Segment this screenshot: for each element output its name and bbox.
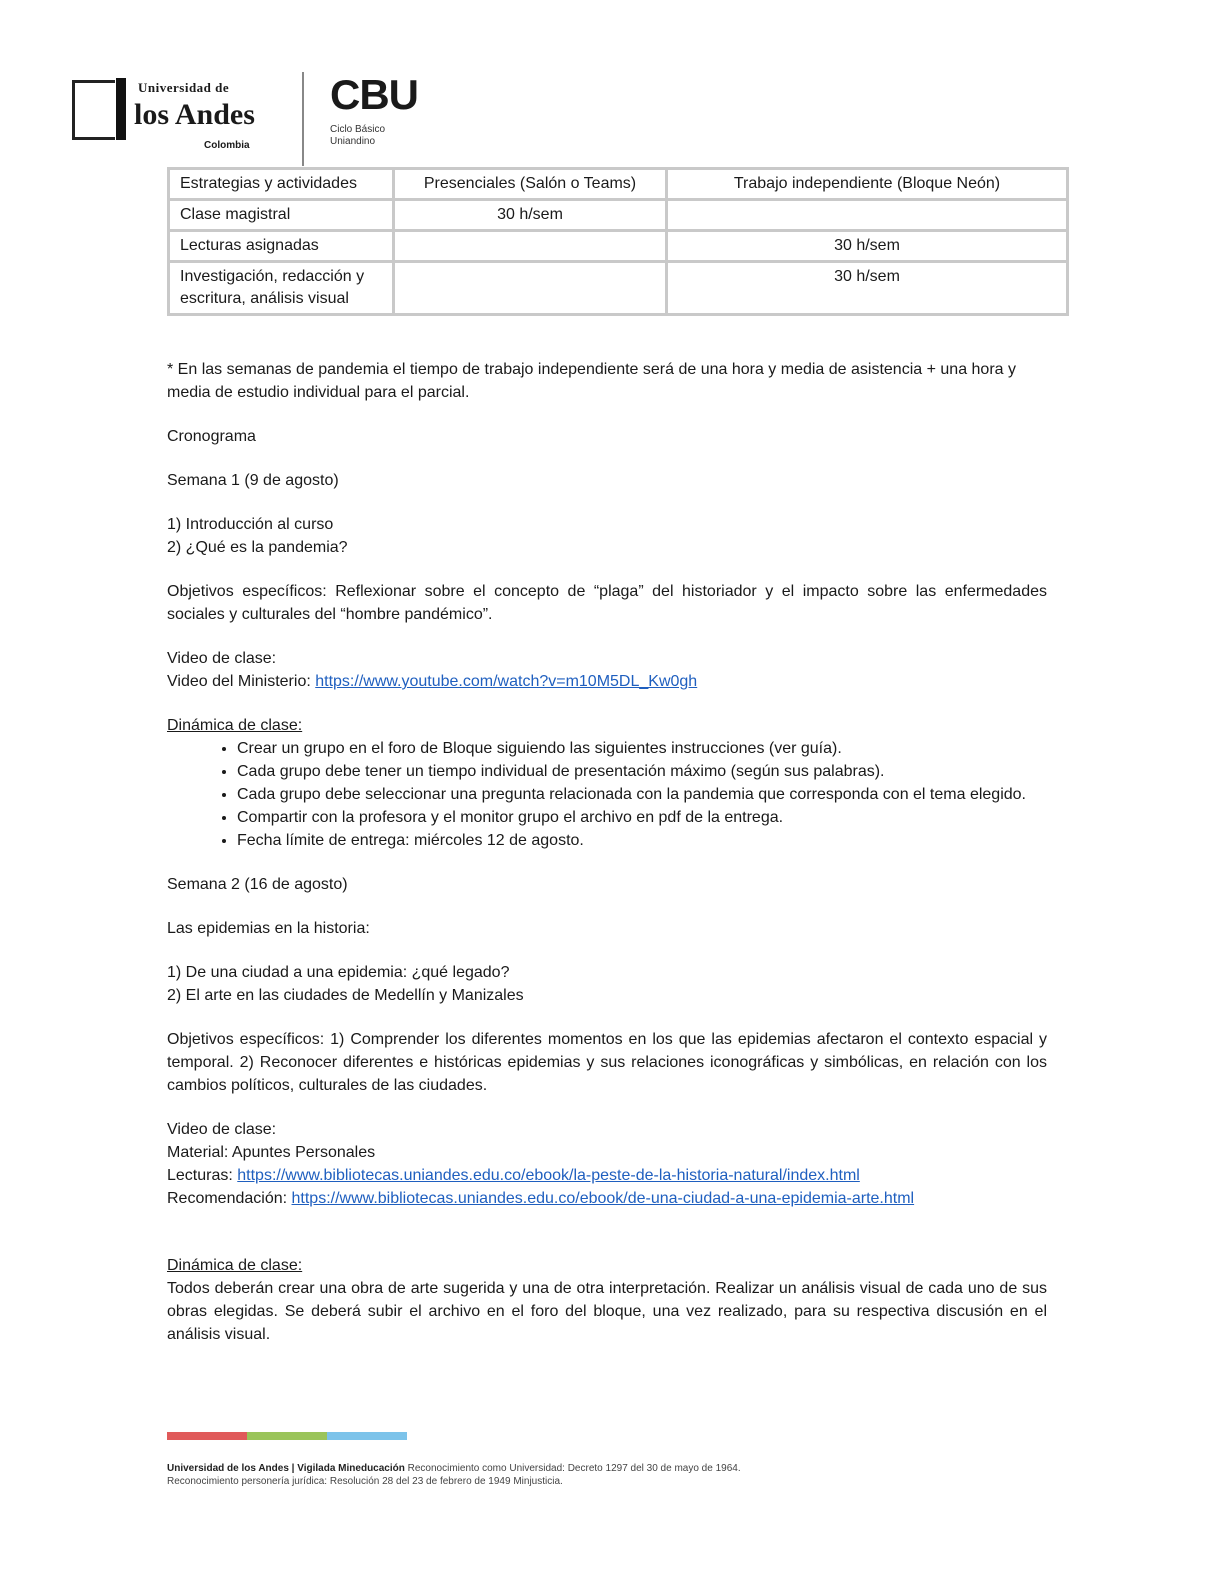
cbu-logo-sub bbox=[330, 124, 440, 148]
week2-dynamics: Todos deberán crear una obra de arte sugerida y una de otra interpretación. Realizar un análisis visual de cada uno de sus obras elegidas. Se deberá subir el archivo en el foro del bloque, una vez realizado, para su respectiva discusión en el análisis visual. bbox=[167, 1280, 1047, 1343]
week2-video-line3 bbox=[167, 1187, 1047, 1210]
list-item: • Fecha límite de entrega: miércoles 12 de agosto. bbox=[237, 829, 1047, 852]
footer-line2: Reconocimiento personería jurídica: Resolución 28 del 23 de febrero de 1949 Minjusticia. bbox=[167, 1476, 563, 1487]
week1-video-link[interactable]: https://www.youtube.com/watch?v=m10M5DL_Kw0gh bbox=[315, 673, 698, 690]
table-cell: 30 h/sem bbox=[667, 262, 1068, 315]
week2-video-line1: Material: Apuntes Personales bbox=[167, 1144, 376, 1161]
table-header-cell: Estrategias y actividades bbox=[169, 169, 394, 200]
week2-item: 2) El arte en las ciudades de Medellín y Manizales bbox=[167, 987, 524, 1004]
list-item: • Cada grupo debe tener un tiempo individual de presentación máximo (según sus palabras). bbox=[237, 760, 1047, 783]
logo-university-line2: los Andes bbox=[134, 98, 255, 131]
week2-video-prefix3: Recomendación: bbox=[167, 1190, 292, 1207]
logo-university-sub: Colombia bbox=[204, 140, 250, 151]
list-item: • Cada grupo debe seleccionar una pregunta relacionada con la pandemia que corresponda con el tema elegido. bbox=[237, 783, 1047, 806]
week2-video-link3[interactable]: https://www.bibliotecas.uniandes.edu.co/ebook/de-una-ciudad-a-una-epidemia-arte.html bbox=[291, 1190, 915, 1207]
week1-dynamics-title: Dinámica de clase: bbox=[167, 717, 303, 734]
list-item: • Crear un grupo en el foro de Bloque siguiendo las siguientes instrucciones (ver guía). bbox=[237, 737, 1047, 760]
table-cell bbox=[394, 231, 667, 262]
week1-bullet-list bbox=[167, 737, 1047, 852]
header-divider bbox=[302, 72, 304, 166]
table-row bbox=[169, 262, 1068, 315]
week2-dynamics-title: Dinámica de clase: bbox=[167, 1257, 303, 1274]
table-row bbox=[169, 231, 1068, 262]
table-cell: 30 h/sem bbox=[394, 200, 667, 231]
table-header-row bbox=[169, 169, 1068, 200]
color-bar-red bbox=[167, 1432, 247, 1440]
table-header-cell: Trabajo independiente (Bloque Neón) bbox=[667, 169, 1068, 200]
cronograma-heading: Cronograma bbox=[167, 428, 256, 445]
table-cell bbox=[667, 200, 1068, 231]
week2-video-link2[interactable]: https://www.bibliotecas.uniandes.edu.co/ebook/la-peste-de-la-historia-natural/index.html bbox=[237, 1167, 860, 1184]
cbu-logo-text: CBU bbox=[330, 71, 418, 118]
table-cell: 30 h/sem bbox=[667, 231, 1068, 262]
logo-bar-shape bbox=[116, 78, 126, 140]
week2-video-prefix2: Lecturas: bbox=[167, 1167, 238, 1184]
week1-video-label: Video de clase: bbox=[167, 650, 277, 667]
color-bar-green bbox=[247, 1432, 327, 1440]
footer-text bbox=[167, 1462, 987, 1488]
cbu-sub-line2: Uniandino bbox=[330, 136, 376, 147]
week1-video-line bbox=[167, 670, 1047, 693]
week2-video-label: Video de clase: bbox=[167, 1121, 277, 1138]
table-cell: Lecturas asignadas bbox=[169, 231, 394, 262]
footer-line1: Reconocimiento como Universidad: Decreto 1297 del 30 de mayo de 1964. bbox=[404, 1463, 741, 1474]
footer-color-bar bbox=[167, 1432, 407, 1440]
week1-item: 2) ¿Qué es la pandemia? bbox=[167, 539, 348, 556]
week2-intro: Las epidemias en la historia: bbox=[167, 920, 370, 937]
table-cell: Clase magistral bbox=[169, 200, 394, 231]
university-logo bbox=[72, 76, 272, 154]
footer-bold: Universidad de los Andes | Vigilada Mineducación bbox=[167, 1463, 405, 1474]
week2-video-line2 bbox=[167, 1164, 1047, 1187]
table-note: * En las semanas de pandemia el tiempo de trabajo independiente será de una hora y media de asistencia + una hora y media de estudio individual para el parcial. bbox=[167, 361, 1016, 401]
table-cell: Investigación, redacción y escritura, análisis visual bbox=[169, 262, 394, 315]
logo-bracket-shape bbox=[72, 80, 115, 140]
week1-video-prefix: Video del Ministerio: bbox=[167, 673, 316, 690]
table-cell bbox=[394, 262, 667, 315]
color-bar-blue bbox=[327, 1432, 407, 1440]
cbu-sub-line1: Ciclo Básico bbox=[330, 124, 386, 135]
table-row bbox=[169, 200, 1068, 231]
week2-objective: Objetivos específicos: 1) Comprender los diferentes momentos en los que las epidemias afectaron el contexto espacial y temporal. 2) Reconocer diferentes e históricas epidemias y sus relaciones iconográficas y simbólicas, en relación con los cambios políticos, culturales de las ciudades. bbox=[167, 1031, 1047, 1094]
activities-table bbox=[167, 167, 1069, 316]
list-item: • Compartir con la profesora y el monitor grupo el archivo en pdf de la entrega. bbox=[237, 806, 1047, 829]
week1-title: Semana 1 (9 de agosto) bbox=[167, 472, 339, 489]
cbu-logo bbox=[330, 71, 440, 158]
week2-item: 1) De una ciudad a una epidemia: ¿qué legado? bbox=[167, 964, 510, 981]
week2-title: Semana 2 (16 de agosto) bbox=[167, 876, 348, 893]
week1-objective: Objetivos específicos: Reflexionar sobre el concepto de “plaga” del historiador y el impacto sobre las enfermedades sociales y culturales del “hombre pandémico”. bbox=[167, 583, 1047, 623]
logo-university-line1: Universidad de bbox=[138, 80, 230, 95]
syllabus-content bbox=[167, 358, 1047, 1346]
table-header-cell: Presenciales (Salón o Teams) bbox=[394, 169, 667, 200]
week1-item: 1) Introducción al curso bbox=[167, 516, 334, 533]
